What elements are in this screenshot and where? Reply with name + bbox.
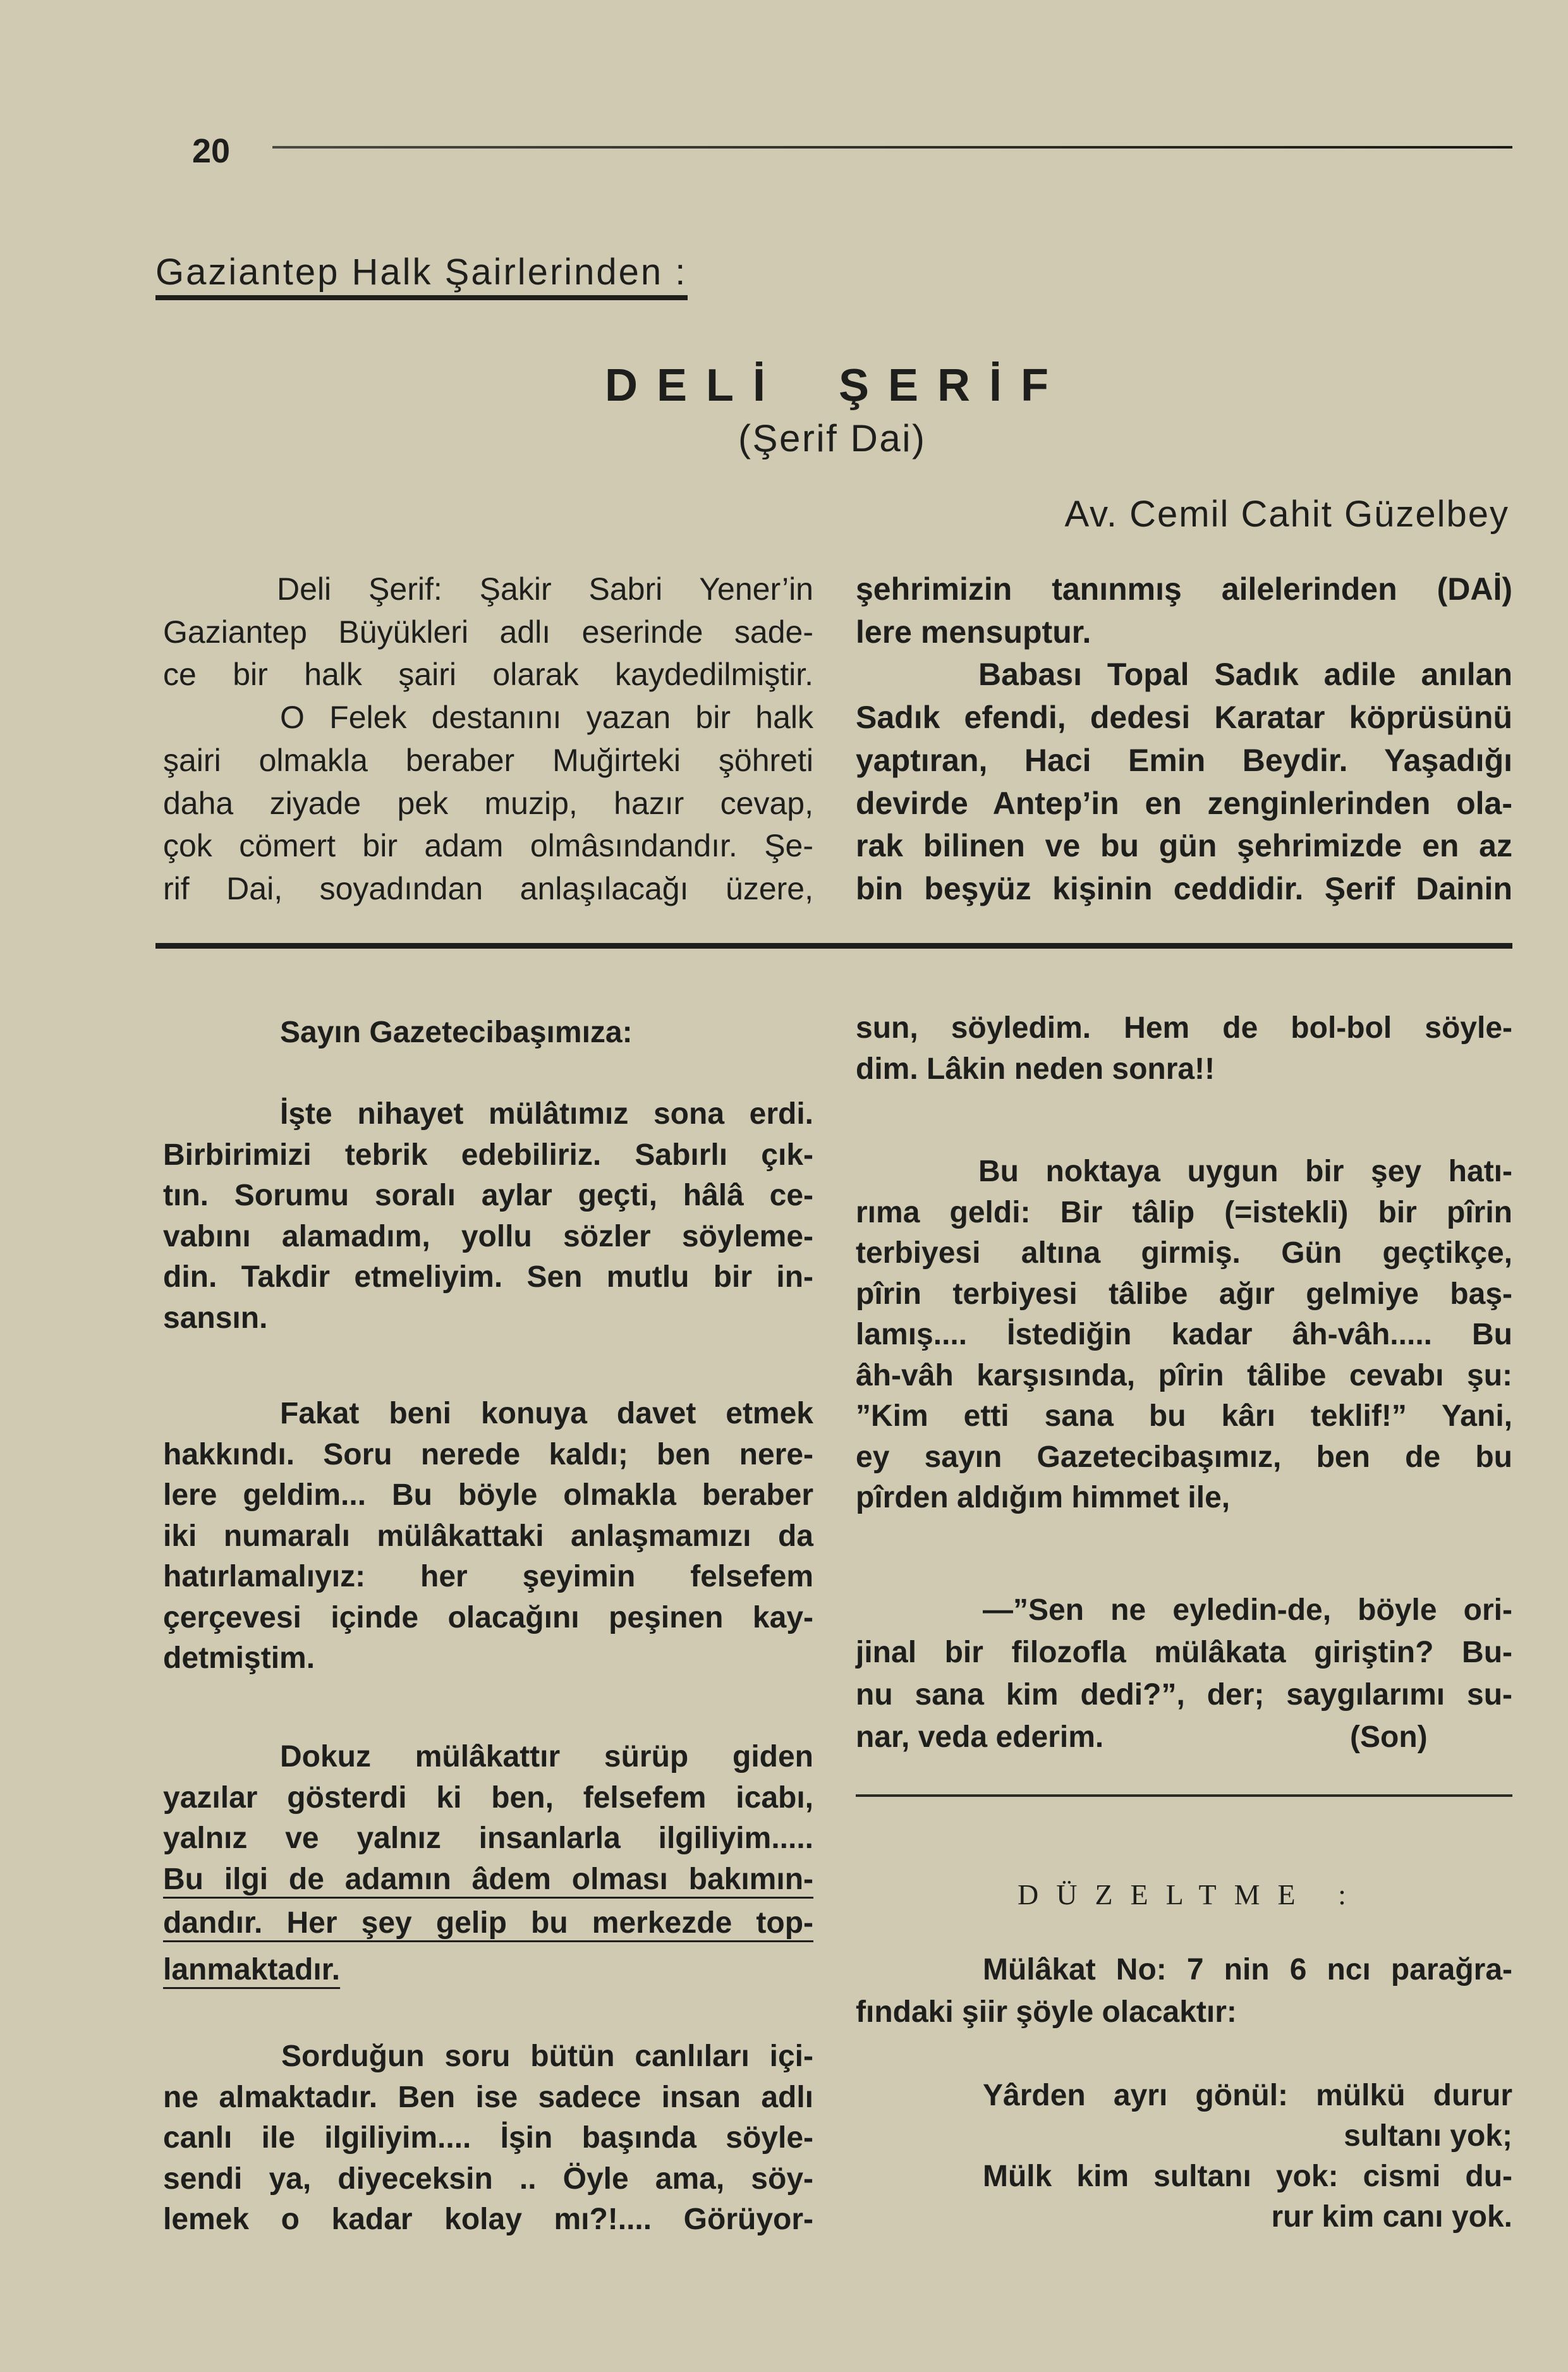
- text-line: fındaki şiir şöyle olacaktır:: [856, 1995, 1237, 2029]
- text-line: pîrin terbiyesi tâlibe ağır gelmiye baş-: [856, 1277, 1512, 1311]
- text-line: lere geldim... Bu böyle olmakla beraber: [163, 1478, 813, 1512]
- article-title: DELİ ŞERİF: [605, 360, 1068, 411]
- verse-line: Mülk kim sultanı yok: cismi du-: [983, 2160, 1512, 2193]
- text-line: O Felek destanını yazan bir halk: [280, 700, 813, 736]
- text-line: ”Kim etti sana bu kârı teklif!” Yani,: [856, 1399, 1512, 1433]
- text-line: devirde Antep’in en zenginlerinden ola-: [856, 785, 1512, 821]
- text-line: Mülâkat No: 7 nin 6 ncı parağra-: [983, 1953, 1512, 1986]
- text-line: pîrden aldığım himmet ile,: [856, 1481, 1231, 1514]
- closing-line: [856, 1716, 1512, 1758]
- text-line: ey sayın Gazetecibaşımız, ben de bu: [856, 1440, 1512, 1474]
- text-line: Babası Topal Sadık adile anılan: [978, 657, 1512, 693]
- underlined-text-line: Bu ilgi de adamın âdem olması bakımın-: [163, 1862, 813, 1896]
- letter-salutation: Sayın Gazetecibaşımıza:: [280, 1016, 633, 1049]
- text-line: ce bir halk şairi olarak kaydedilmiştir.: [163, 657, 813, 693]
- text-line: rıma geldi: Bir tâlip (=istekli) bir pîrin: [856, 1195, 1512, 1229]
- text-line: detmiştim.: [163, 1641, 315, 1675]
- text-line: dim. Lâkin neden sonra!!: [856, 1052, 1215, 1086]
- end-mark: (Son): [1350, 1720, 1428, 1754]
- text-line: yaptıran, Haci Emin Beydir. Yaşadığı: [856, 742, 1512, 778]
- text-line: —”Sen ne eyledin-de, böyle ori-: [983, 1593, 1512, 1627]
- text-line: terbiyesi altına girmiş. Gün geçtikçe,: [856, 1236, 1512, 1270]
- text-line: ne almaktadır. Ben ise sadece insan adlı: [163, 2080, 813, 2114]
- text-line: lamış.... İstediğin kadar âh-vâh..... Bu: [856, 1318, 1512, 1351]
- text-line: rif Dai, soyadından anlaşılacağı üzere,: [163, 870, 813, 906]
- header-rule: [272, 146, 1512, 149]
- text-line: İşte nihayet mülâtımız sona erdi.: [280, 1097, 813, 1131]
- article-intro-right-column: [856, 568, 1512, 911]
- paragraph: [856, 1008, 1512, 1090]
- column-divider: [856, 1794, 1512, 1797]
- text-line: daha ziyade pek muzip, hazır cevap,: [163, 785, 813, 821]
- text-line: sansın.: [163, 1301, 268, 1335]
- page-number: 20: [192, 132, 231, 170]
- text-line: yalnız ve yalnız insanlarla ilgiliyim.....: [163, 1822, 813, 1855]
- text-line: jinal bir filozofla mülâkata giriştin? Bu-: [856, 1636, 1512, 1669]
- article-subtitle: (Şerif Dai): [738, 417, 927, 459]
- paragraph: [163, 1094, 813, 1339]
- text-line: âh-vâh karşısında, pîrin tâlibe cevabı şu:: [856, 1358, 1512, 1392]
- text-line: çok cömert bir adam olmâsındandır. Şe-: [163, 828, 813, 864]
- text-line: Birbirimizi tebrik edebiliriz. Sabırlı çık-: [163, 1138, 813, 1172]
- paragraph: [856, 568, 1512, 654]
- text-line: Fakat beni konuya davet etmek: [280, 1397, 813, 1430]
- section-divider: [155, 943, 1512, 949]
- text-line: vabını alamadım, yollu sözler söyleme-: [163, 1219, 813, 1253]
- paragraph: [856, 1589, 1512, 1758]
- paragraph: [163, 696, 813, 911]
- text-line: çerçevesi içinde olacağını peşinen kay-: [163, 1600, 813, 1634]
- text-line: Dokuz mülâkattır sürüp giden: [280, 1740, 813, 1773]
- section-label-underline: [155, 295, 688, 300]
- text-line: Sorduğun soru bütün canlıları içi-: [281, 2040, 813, 2073]
- text-line: yazılar gösterdi ki ben, felsefem icabı,: [163, 1780, 813, 1815]
- underlined-text-line: lanmaktadır.: [163, 1953, 341, 1986]
- verse-line: sultanı yok;: [1344, 2119, 1512, 2153]
- paragraph: [163, 568, 813, 696]
- paragraph: [856, 1152, 1512, 1519]
- text-line: şairi olmakla beraber Muğirteki şöhreti: [163, 742, 813, 778]
- text-line: Bu noktaya uygun bir şey hatı-: [978, 1155, 1512, 1188]
- text-line: nu sana kim dedi?”, der; saygılarımı su-: [856, 1678, 1512, 1712]
- text-line: lemek o kadar kolay mı?!.... Görüyor-: [163, 2203, 813, 2236]
- text-line: Sadık efendi, dedesi Karatar köprüsünü: [856, 700, 1512, 736]
- text-line: hakkındı. Soru nerede kaldı; ben nere-: [163, 1437, 813, 1471]
- verse-line: rur kim canı yok.: [1271, 2200, 1512, 2234]
- section-label: Gaziantep Halk Şairlerinden :: [155, 252, 688, 293]
- text-line: lere mensuptur.: [856, 614, 1091, 650]
- text-line: canlı ile ilgiliyim.... İşin başında söyle-: [163, 2121, 813, 2155]
- text-line: din. Takdir etmeliyim. Sen mutlu bir in-: [163, 1260, 813, 1294]
- underlined-text-line: dandır. Her şey gelip bu merkezde top-: [163, 1906, 813, 1940]
- author-name: Av. Cemil Cahit Güzelbey: [1064, 494, 1509, 535]
- text-line: rak bilinen ve bu gün şehrimizde en az: [856, 828, 1512, 864]
- text-line: şehrimizin tanınmış ailelerinden (DAİ): [856, 571, 1512, 607]
- paragraph: [856, 654, 1512, 910]
- text-line: iki numaralı mülâkattaki anlaşmamızı da: [163, 1519, 813, 1553]
- text-line: hatırlamalıyız: her şeyimin felsefem: [163, 1560, 813, 1593]
- text-line: bin beşyüz kişinin ceddidir. Şerif Dainin: [856, 870, 1512, 906]
- text-line: tın. Sorumu soralı aylar geçti, hâlâ ce-: [163, 1179, 813, 1212]
- text-line: Gaziantep Büyükleri adlı eserinde sade-: [163, 614, 813, 650]
- text-line: sun, söyledim. Hem de bol-bol söyle-: [856, 1011, 1512, 1045]
- text-line: sendi ya, diyeceksin .. Öyle ama, söy-: [163, 2162, 813, 2196]
- text-line: nar, veda ederim.: [856, 1720, 1104, 1754]
- correction-intro: [856, 1949, 1512, 2033]
- paragraph: [163, 1737, 813, 1993]
- paragraph: [163, 1394, 813, 1679]
- article-intro-left-column: [163, 568, 813, 911]
- paragraph: [163, 2036, 813, 2241]
- verse-line: Yârden ayrı gönül: mülkü durur: [983, 2079, 1512, 2112]
- text-line: Deli Şerif: Şakir Sabri Yener’in: [277, 571, 813, 607]
- correction-heading: DÜZELTME :: [1018, 1878, 1364, 1911]
- correction-verse: [983, 2076, 1512, 2237]
